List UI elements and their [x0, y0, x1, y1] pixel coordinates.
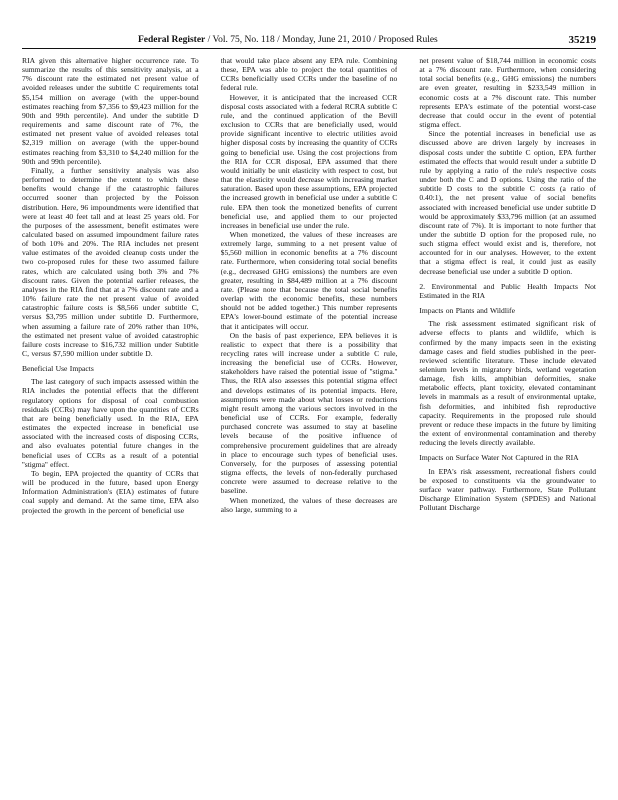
column-1 — [22, 56, 199, 796]
column-3 — [419, 56, 596, 796]
paragraph: net present value of $18,744 million in economic costs at a 7% discount rate. Furthermore, when considering total social benefits (e.g., GHG emissions) the numbers are even greater, resulting in $233,549 million in economic costs at a 7% discount rate. This number represents EPA's estimate of the potential worst-case decrease that could occur in the event of potential stigma effect. — [419, 56, 597, 130]
paragraph: The risk assessment estimated significant risk of adverse effects to plants and wildlife, which is confirmed by the many impacts seen in the existing damage cases and field studies published in the peer-reviewed scientific literature. These include elevated selenium levels in migratory birds, wetland vegetation damage, fish kills, amphibian deformities, snake metabolic effects, plant toxicity, elevated contaminant levels in mammals as a result of environmental uptake, fish deformities, and inhibited fish reproductive capacity. Requirements in the proposed rule should prevent or reduce these impacts in the future by limiting the extent of environmental contamination and thereby reducing the levels directly available. — [419, 319, 597, 448]
paragraph: However, it is anticipated that the increased CCR disposal costs associated with a federal RCRA subtitle C rule, and the continued application of the Bevill exclusion to CCRs that are beneficially used, would provide significant incentive to electric utilities avoid higher disposal costs by increasing the quantity of CCRs going to beneficial use. Using the cost projections from the RIA for CCR disposal, EPA assumed that there would initially be unit elasticity with respect to cost, but that the elasticity would decrease with increasing market saturation. Based upon these assumptions, EPA projected the increased growth in beneficial use under a subtitle C rule. EPA then took the monetized benefits of current beneficial use, and applied them to our projected increases in beneficial use under the rule. — [220, 92, 398, 230]
text-columns — [22, 56, 596, 796]
paragraph: Since the potential increases in beneficial use as discussed above are driven largely by increases in disposal costs under the subtitle C option, EPA further estimated the effects that would result under a subtitle D rule by applying a ratio of the rule's respective costs under both the C and D options. Using the ratio of the subtitle D costs to the subtitle C costs (a ratio of 0.40:1), the net present value of social benefits associated with increased beneficial use under subtitle D would be approximately $33,796 million (at an assumed discount rate of 7%). It is important to note further that under the subtitle D option for the proposed rule, no such stigma effect would exist and is, therefore, not accounted for in our analyses. However, to the extent that a stigma effect is real, it could just as easily decrease beneficial use under a subtitle D option. — [419, 129, 597, 276]
paragraph: On the basis of past experience, EPA believes it is realistic to expect that there is a possibility that recycling rates will increase under a subtitle C rule, increasing the beneficial use of CCRs. However, stakeholders have raised the potential issue of ''stigma.'' Thus, the RIA also assesses this potential stigma effect and develops estimates of its potential impacts. Here, assumptions were made about what losses or reductions might result among the various sectors involved in the beneficial use of CCRs. For example, federally purchased concrete was assumed to stay at baseline levels because of the positive influence of comprehensive procurement guidelines that are already in place to encourage such types of beneficial uses. Conversely, for the purposes of assessing potential stigma effects, the levels of non-federally purchased concrete were assumed to decrease relative to the baseline. — [220, 330, 398, 496]
paragraph: When monetized, the values of these decreases are also large, summing to a — [220, 495, 398, 514]
paragraph: that would take place absent any EPA rule. Combining these, EPA was able to project the total quantities of CCRs beneficially used CCRs under the baseline of no federal rule. — [220, 56, 398, 93]
paragraph: Finally, a further sensitivity analysis was also performed to determine the extent to which these benefits would change if the catastrophic failures occurred sooner than projected by the Poisson distribution. Here, 96 impoundments were identified that were at least 40 feet tall and at least 25 years old. For the purposes of the assessment, benefit estimates were calculated based on assumed impoundment failure rates of both 10% and 20%. The RIA includes net present value estimates of the avoided cleanup costs under the two co-proposed rules for these two assumed failure rates, which are calculated using both 3% and 7% discount rates. Given the potential earlier releases, the analyses in the RIA find that at a 7% discount rate and a 10% failure rate the net present value of avoided catastrophic failure costs is $8,566 under subtitle C, versus $3,795 million under subtitle D. Furthermore, when assuming a failure rate of 20% rather than 10%, the estimated net present value of avoided catastrophic failure costs increase to $16,732 million under Subtitle C, versus $7,590 million under subtitle D. — [22, 165, 199, 358]
column-2 — [221, 56, 398, 796]
subsection-heading: Impacts on Plants and Wildlife — [419, 306, 515, 316]
paragraph: In EPA's risk assessment, recreational fishers could be exposed to constituents via the groundwater to surface water pathway. Furthermore, State Pollutant Discharge Elimination System (SPDES) and National Pollutant Discharge — [419, 466, 597, 513]
page-number: 35219 — [568, 34, 596, 46]
paragraph: When monetized, the values of these increases are extremely large, summing to a net present value of $5,560 million in economic benefits at a 7% discount rate. Furthermore, when considering total social benefits (e.g., decreased GHG emissions) the numbers are even greater, resulting in $84,489 million at a 7% discount rate. (Please note that because the total social benefits overlap with the economic benefits, these numbers should not be added together.) This number represents EPA's lower-bound estimate of the potential increase that it anticipates will occur. — [220, 229, 398, 331]
subsection-heading: Impacts on Surface Water Not Captured in the RIA — [419, 453, 579, 463]
paragraph: RIA given this alternative higher occurrence rate. To summarize the results of this sensitivity analysis, at a 7% discount rate the estimated net present value of avoided releases under the subtitle C requirements total $5,154 million on average (with the upper-bound estimates reaching from $7,356 to $9,423 million for the 90th and 99th percentile). And under the subtitle D requirements and same discount rate of 7%, the estimated net present value of avoided releases total $2,319 million on average (with the upper-bound estimates reaching from $3,310 to $4,240 million for the 90th and 99th percentile). — [22, 56, 199, 166]
paragraph: To begin, EPA projected the quantity of CCRs that will be produced in the future, based upon Energy Information Administration's (EIA) estimates of future coal supply and demand. At the same time, EPA also projected the growth in the percent of beneficial use — [22, 468, 199, 515]
journal-title: Federal Register — [138, 35, 206, 45]
section-heading: 2. Environmental and Public Health Impacts Not Estimated in the RIA — [419, 281, 597, 300]
running-header — [138, 32, 438, 48]
issue-info: / Vol. 75, No. 118 / Monday, June 21, 2010 / Proposed Rules — [207, 35, 438, 45]
paragraph: The last category of such impacts assessed within the RIA includes the potential effects that the different regulatory options for disposal of coal combustion residuals (CCRs) may have upon the quantities of CCRs that are being beneficially used. In the RIA, EPA estimates the expected increase in beneficial use associated with the increased costs of disposing CCRs, and also evaluates potential future changes in the beneficial uses of CCRs as a result of a potential ''stigma'' effect. — [22, 377, 199, 469]
page-header — [22, 32, 596, 49]
section-heading: Beneficial Use Impacts — [22, 364, 94, 374]
